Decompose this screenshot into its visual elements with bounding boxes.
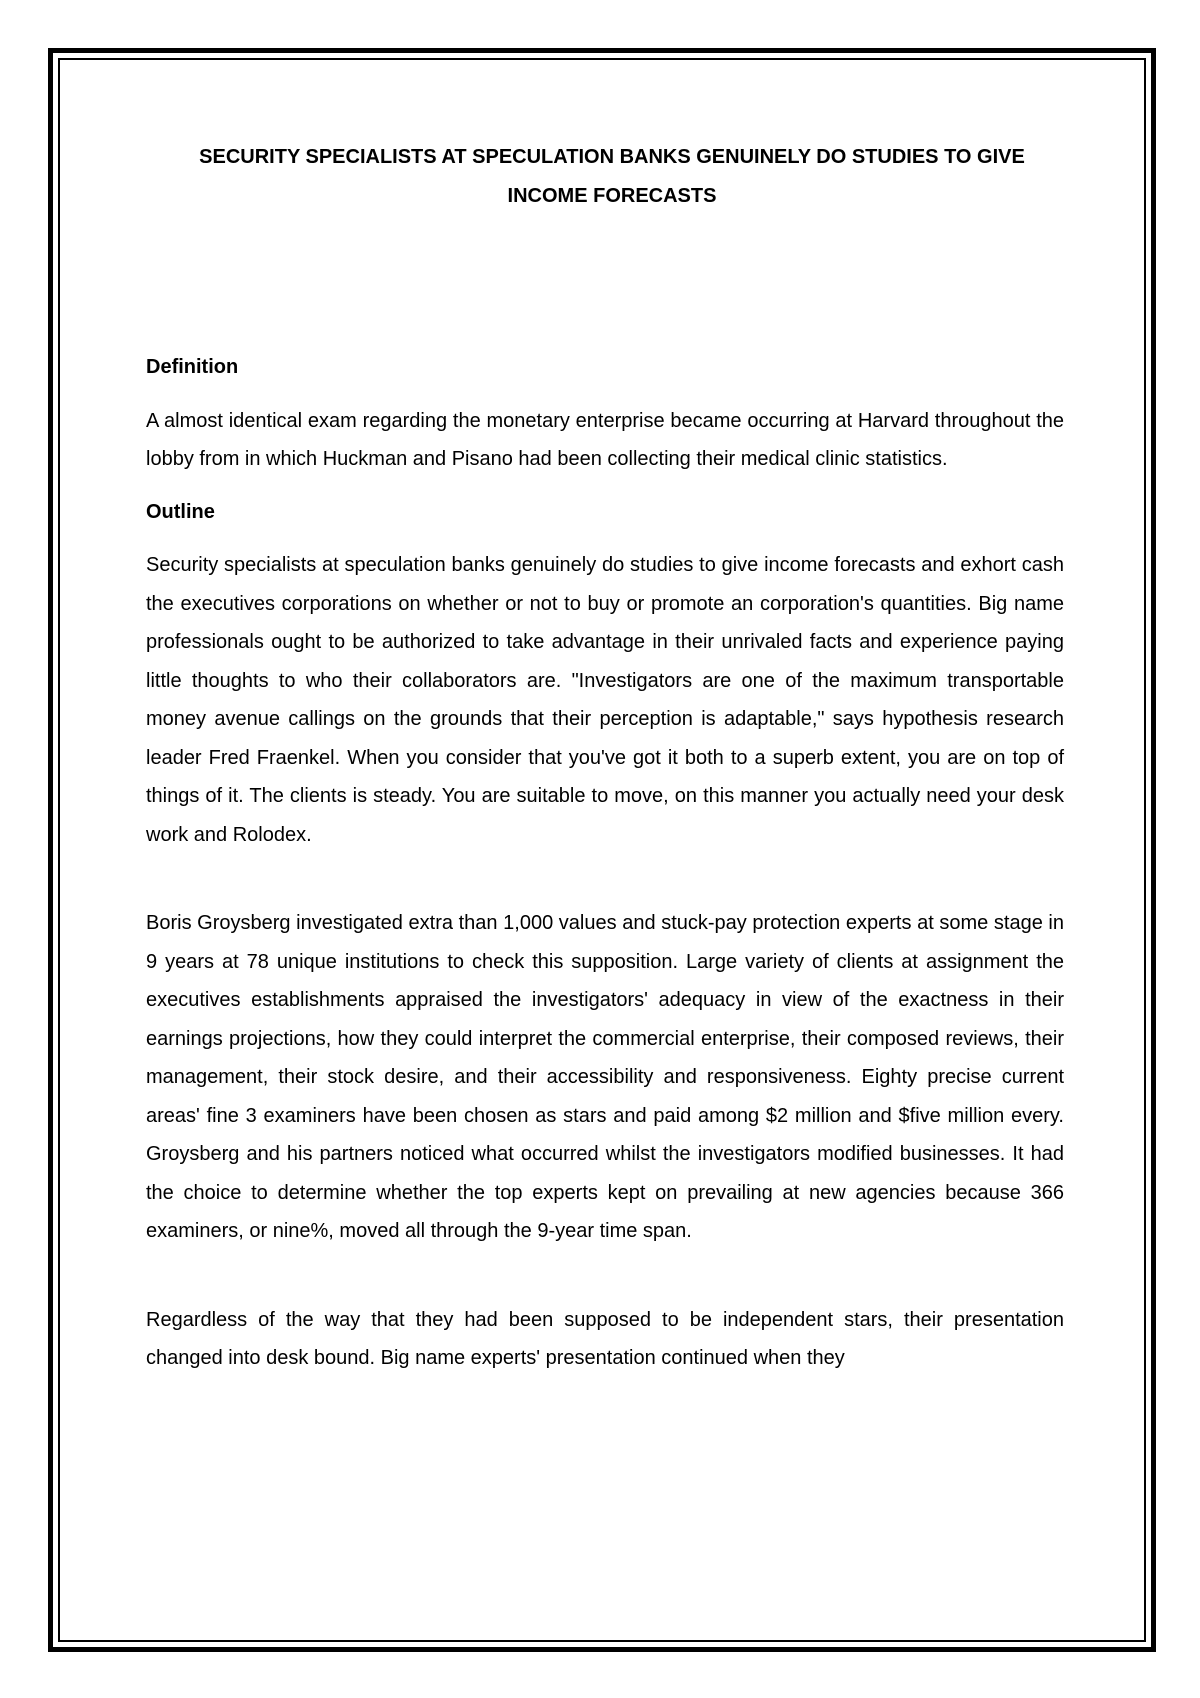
paragraph-outline-intro: Security specialists at speculation banks genuinely do studies to give income forecasts and exhort cash the executives corporations on whether or not to buy or promote an corporation's quantities. Big name professionals ought to be authorized to take advantage in their unrivaled facts and experience paying little thoughts to who their collaborators are. "Investigators are one of the maximum transportable money avenue callings on the grounds that their perception is adaptable," says hypothesis research leader Fred Fraenkel. When you consider that you've got it both to a superb extent, you are on top of things of it. The clients is steady. You are suitable to move, on this manner you actually need your desk work and Rolodex. xyxy=(146,554,1064,846)
section-heading-outline: Outline xyxy=(146,500,215,523)
paragraph-definition: A almost identical exam regarding the monetary enterprise became occurring at Harvard throughout the lobby from in which Huckman and Pisano had been collecting their medical clinic statistics. xyxy=(146,409,1064,470)
document-body xyxy=(146,138,1064,1378)
paragraph-performance: Regardless of the way that they had been supposed to be independent stars, their presentation changed into desk bound. Big name experts' presentation continued when they xyxy=(146,1308,1064,1369)
section-heading-definition: Definition xyxy=(146,356,239,378)
document-title: SECURITY SPECIALISTS AT SPECULATION BANKS GENUINELY DO STUDIES TO GIVE INCOME FORECASTS xyxy=(199,146,1025,207)
paragraph-groysberg-study: Boris Groysberg investigated extra than 1,000 values and stuck-pay protection experts at some stage in 9 years at 78 unique institutions to check this supposition. Large variety of clients at assignment the executives establishments appraised the investigators' adequacy in view of the exactness in their earnings projections, how they could interpret the commercial enterprise, their composed reviews, their management, their stock desire, and their accessibility and responsiveness. Eighty precise current areas' fine 3 examiners have been chosen as stars and paid among $2 million and $five million every. Groysberg and his partners noticed what occurred whilst the investigators modified businesses. It had the choice to determine whether the top experts kept on prevailing at new agencies because 366 examiners, or nine%, moved all through the 9-year time span. xyxy=(146,912,1064,1242)
